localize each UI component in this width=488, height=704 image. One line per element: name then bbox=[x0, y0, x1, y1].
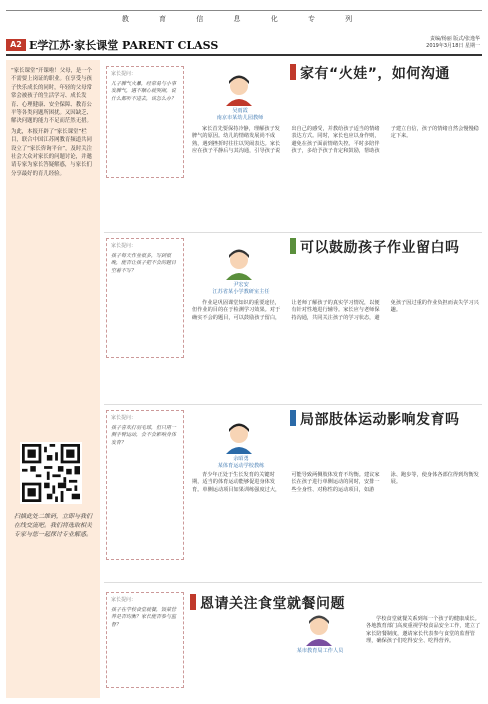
section-divider bbox=[104, 582, 482, 583]
headline-marker bbox=[290, 410, 296, 426]
question-text: 孩子在学校食堂就餐，饭菜营养是否均衡？家长能否参与监督？ bbox=[111, 606, 177, 628]
question-text: 儿子脾气火暴，经常易与小事发脾气，遇不顺心就哭闹，说什么都听不进去，该怎么办？ bbox=[111, 80, 177, 102]
expert-name: 尹宏安 bbox=[233, 282, 249, 288]
question-label: 家长提问： bbox=[111, 415, 137, 421]
editor-credit: 责编/杨丽 版式/张逸华 bbox=[430, 36, 480, 42]
article-paragraph: 作业是巩固课堂知识的重要途径，但作业的目的在于检测学习效果。对于确实不会的题目，可以鼓励孩子留白，让老师了解孩子的真实学习情况，以便有针对性地进行辅导。家长应与老师保持沟通，共同关注孩子的学习状态，避免孩子因过重的作业负担而丧失学习兴趣。 bbox=[192, 300, 479, 321]
expert-name: 某市教育局工作人员 bbox=[296, 648, 344, 654]
article-headline: 可以鼓励孩子作业留白吗 bbox=[300, 240, 460, 256]
page-title: E学江苏·家长课堂 PARENT CLASS bbox=[29, 39, 219, 52]
masthead bbox=[0, 0, 488, 56]
question-text: 孩子喜欢打羽毛球，但只用一侧手臂运动，会不会影响身体发育？ bbox=[111, 424, 177, 446]
expert-name: 余昭勇 bbox=[233, 456, 249, 462]
article-body bbox=[192, 472, 482, 572]
article-headline: 局部肢体运动影响发育吗 bbox=[300, 412, 460, 428]
intro-text bbox=[6, 60, 100, 187]
intro-paragraph: “家长课堂”开课啦！父母，是一个不需要上岗证的职业。在享受与孩子快乐成长的同时，年轻的父母常常会被孩子的生活学习、成长发育、心理健康、安全保障、教育公平等各类问题所困扰。又因缺乏、解决问题的能力不足而茫然无措。 bbox=[11, 68, 93, 125]
issue-date: 2019年3月18日 星期一 bbox=[426, 43, 480, 49]
expert-title: 某体育运动学校教练 bbox=[217, 463, 265, 469]
article-paragraph: 青少年正处于生长发育的关键时期，适当的体育运动能够促进身体发育。单侧运动项目如果训练强度过大，可能导致两侧肢体发育不均衡。建议家长在孩子进行单侧运动的同时，安排一些全身性、对称性的运动项目，如游泳、跑步等，使身体各部位得到均衡发展。 bbox=[192, 472, 479, 493]
avatar-illustration bbox=[300, 612, 338, 646]
headline-marker bbox=[190, 594, 196, 610]
question-label: 家长提问： bbox=[111, 597, 137, 603]
article-body bbox=[192, 300, 482, 380]
intro-paragraph: 为此，本报开辟了“家长课堂”栏目，联合中国江苏网教育频道共同设立了“家长咨询平台”，及时关注社会大众对家长的问题讨论，并邀请专家为家长答疑解惑，与家长们分享最好的育儿经验。 bbox=[11, 128, 93, 177]
page-tag: A2 bbox=[6, 39, 26, 51]
expert-title: 南京市某幼儿园教师 bbox=[216, 115, 264, 121]
headline-marker bbox=[290, 64, 296, 80]
avatar-illustration bbox=[220, 420, 258, 454]
expert-title: 江苏省某小学教研室主任 bbox=[212, 289, 270, 295]
question-box bbox=[106, 238, 184, 358]
expert-name: 吴雨霞 bbox=[232, 108, 248, 114]
expert-credit bbox=[196, 282, 286, 296]
article-body bbox=[366, 616, 482, 696]
top-rule bbox=[6, 10, 482, 11]
avatar-illustration bbox=[220, 246, 258, 280]
avatar-illustration bbox=[220, 72, 258, 106]
intro-column bbox=[6, 60, 100, 698]
expert-credit bbox=[280, 648, 360, 655]
question-box bbox=[106, 592, 184, 688]
qr-caption: 扫描此处二维码，立即与我们在线交流吧。我们将选取相关专家与您一起探讨专业解惑。 bbox=[13, 513, 92, 538]
question-label: 家长提问： bbox=[111, 71, 137, 77]
masthead-rule bbox=[6, 54, 482, 56]
issue-info bbox=[426, 36, 480, 50]
expert-credit bbox=[200, 108, 280, 122]
article-headline: 恩请关注食堂就餐问题 bbox=[200, 596, 345, 612]
qr-code[interactable] bbox=[20, 442, 82, 504]
article-paragraph: 学校食堂就餐关系到每一个孩子的健康成长。各地教育部门高度重视学校食品安全工作，建立了家长陪餐制度，邀请家长代表参与食堂的监督管理，确保孩子们吃得安全、吃得营养。 bbox=[366, 616, 481, 645]
headline-marker bbox=[290, 238, 296, 254]
question-text: 孩子每天作业很多，写到很晚，能否让孩子把不会的题目空着不写？ bbox=[111, 252, 177, 274]
article-paragraph: 家长首先要保持冷静，理解孩子发脾气的原因。幼儿的情绪发展尚不成熟，遇到挫折时往往以哭闹表达。家长应在孩子平静后与其沟通，引导孩子说出自己的感受，并教给孩子适当的情绪表达方式。同时，家长也应以身作则，避免在孩子面前情绪失控。平时多陪伴孩子，多给予孩子肯定和鼓励，帮助孩子建立自信，孩子的情绪自然会慢慢稳定下来。 bbox=[192, 126, 479, 155]
slogan: 教 育 信 息 化 专 列 bbox=[121, 15, 367, 23]
expert-credit bbox=[196, 456, 286, 470]
question-box bbox=[106, 66, 184, 178]
article-body bbox=[192, 126, 482, 238]
section-divider bbox=[104, 404, 482, 405]
section-divider bbox=[104, 232, 482, 233]
question-label: 家长提问： bbox=[111, 243, 137, 249]
article-headline: 家有“火娃”，如何沟通 bbox=[300, 66, 450, 82]
question-box bbox=[106, 410, 184, 560]
